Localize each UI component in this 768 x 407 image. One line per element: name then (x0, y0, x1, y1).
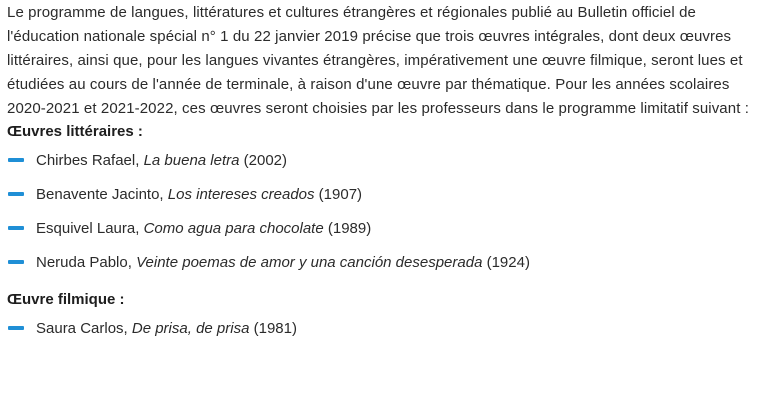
work-title: De prisa, de prisa (131, 319, 250, 337)
work-title: La buena letra (143, 151, 240, 169)
section-spacer (7, 279, 762, 289)
list-item (7, 143, 762, 177)
list-item (7, 245, 762, 279)
list-item (7, 311, 762, 345)
work-title: Veinte poemas de amor y una canción desesperada (136, 253, 483, 271)
list-item (7, 211, 762, 245)
work-year: (1981) (249, 319, 297, 337)
work-year: (1907) (314, 185, 363, 203)
work-author: Chirbes Rafael, (36, 151, 144, 169)
work-title: Los intereses creados (167, 185, 315, 203)
work-author: Neruda Pablo, (36, 253, 137, 271)
dash-bullet-icon (8, 260, 24, 264)
literary-works-list (7, 143, 762, 279)
dash-bullet-icon (8, 192, 24, 196)
dash-bullet-icon (8, 226, 24, 230)
work-year: (1924) (482, 253, 530, 271)
work-year: (2002) (239, 151, 288, 169)
work-author: Benavente Jacinto, (36, 185, 168, 203)
work-title: Como agua para chocolate (143, 219, 324, 237)
list-item (7, 177, 762, 211)
dash-bullet-icon (8, 326, 24, 330)
dash-bullet-icon (8, 158, 24, 162)
work-author: Saura Carlos, (36, 319, 132, 337)
film-work-list (7, 311, 762, 345)
work-author: Esquivel Laura, (36, 219, 144, 237)
literary-works-heading: Œuvres littéraires : (7, 123, 143, 140)
intro-paragraph: Le programme de langues, littératures et cultures étrangères et régionales publié au Bulletin officiel de l'éducation nationale spécial n° 1 du 22 janvier 2019 précise que trois œuvres intégrales, dont deux œuvres littéraires, ainsi que, pour les langues vivantes étrangères, impérativement une œuvre filmique, seront lues et étudiées au cours de l'année de terminale, à raison d'une œuvre par thématique. Pour les années scolaires 2020-2021 et 2021-2022, ces œuvres seront choisies par les professeurs dans le programme limitatif suivant : (7, 4, 749, 117)
work-year: (1989) (323, 219, 372, 237)
film-work-heading: Œuvre filmique : (7, 291, 125, 308)
